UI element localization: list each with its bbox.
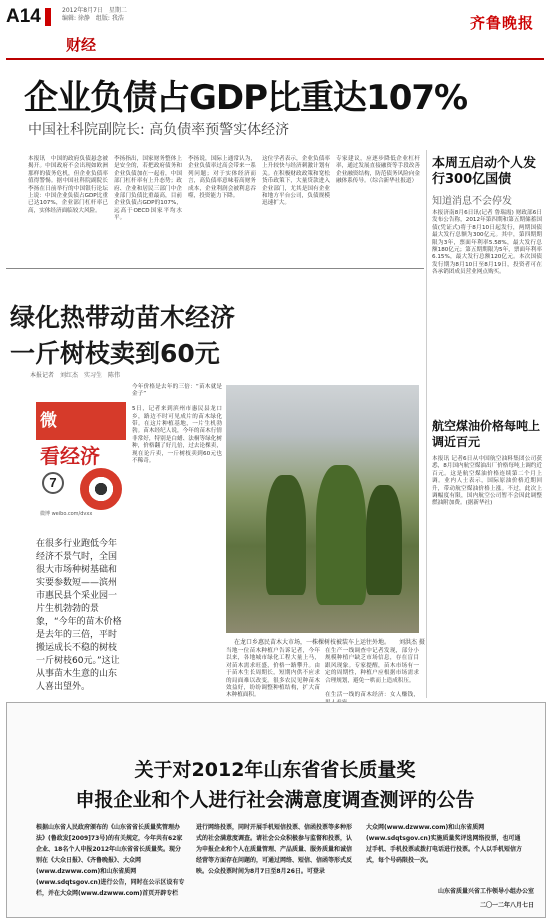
logo-top-band — [36, 402, 126, 440]
feature-column-2: 今年价格是去年的三倍：“苗木就是金子” 5日，记者来到滨州市惠民县龙口乡，路边不时可见成片的苗木绿化带。在这片种植基地，一片生机勃勃。苗木经纪人说，今年的苗木行情非常好，特别是白蜡、法桐等绿化树种，价格翻了好几倍，过去论棵卖，现在论斤卖，一斤树枝卖到60元也不稀奇。 — [132, 384, 222, 465]
notice-title-1: 关于对2012年山东省省长质量奖 — [134, 759, 416, 781]
sidebar-title: 本周五启动个人发行300亿国债 — [432, 156, 537, 187]
micro-economy-logo — [36, 402, 126, 522]
logo-number: 7 — [42, 472, 64, 494]
date-line: 2012年8月7日 星期二 — [62, 7, 127, 14]
lead-headline: 企业负债占GDP比重达107% — [24, 78, 468, 118]
notice-column-1: 根据山东省人民政府颁布的《山东省省长质量奖管理办法》(鲁政发[2009]73号)的有关规定，今年共有62家企业、18名个人申报2012年山东省省长质量奖。现分别在《大众日报》、《齐鲁晚报》、大众网(www.dzwww.com)和山东省质网(www.sdqtsgov.cn)进行公告，同时在公示区设有专栏，并在大众网(www.dzwww.com)首页开辟专栏 — [36, 824, 185, 897]
sidebar-subtitle: 知道消息不会停发 — [432, 196, 512, 207]
lead-column-1: 本报讯 中国的政府负债悬念被揭开。中国政府不会出现如欧洲那样的债务危机，但企业负债率值得警惕。据中国社科院副院长李扬在日前举行的中国银行论坛上说：中国企业负债占GDP比重已达107%，企业部门杠杆率已高，实体经济面临较大风险。 — [28, 156, 108, 214]
photo-bundle — [266, 475, 306, 595]
feature-headline-1: 绿化热带动苗木经济 — [10, 303, 236, 332]
photo-caption: 在龙口乡惠民苗木大市场，一株棵树枝被装车上运往外地。 刘洪杰 摄 — [234, 639, 425, 646]
section-rule — [6, 268, 424, 269]
notice-title-2: 申报企业和个人进行社会满意度调查测评的公告 — [75, 789, 475, 811]
seedling-photo — [226, 385, 419, 633]
logo-text-main: 看经济 — [40, 444, 100, 468]
sidebar-body-2: 本报讯 记者6日从中国航空油料集团公司获悉，8月国内航空煤油出厂价格每吨上调约近百元。这是航空煤油价格连续第二个月上调。业内人士表示，国际原油价格近期回升，带动航空煤油价格上涨。不过，此次上调幅度有限，国内航空公司暂不会因此调整燃油附加费。(据新华社) — [432, 456, 542, 507]
lead-subhead: 中国社科院副院长: 高负债率预警实体经济 — [28, 122, 290, 138]
feature-column-3: 当地一位苗木种植户告诉记者，今年以来，各地城市绿化工程大量上马，对苗木需求旺盛，价格一路攀升。由于苗木生长周期长，短期内供不应求的局面难以改变。很多农民见种苗木效益好，纷纷调整种植结构，扩大苗木种植面积。 — [226, 648, 320, 699]
notice-column-2: 进行网络投票，同时开展手机短信投票、信函投票等多种形式的社会满意度调查。请社会公众积极参与监督和投票，认为申报企业和个人在质量管理、产品质量、服务质量和诚信经营等方面存在问题的，可通过网络、短信、信函等形式反映。公众投票时间为8月7日至8月26日。可登录 — [196, 824, 353, 875]
notice-column-3: 大众网(www.dzwww.com)和山东省质网(www.sdqtsgov.cn)实施质量奖评选网络投票，也可通过手机、手机投票或拨打电话进行投票。个人以手机短信方式，每个号码限投一次。 — [366, 824, 523, 864]
lead-column-5: 专家建议，应逐步降低企业杠杆率，通过发展直接融资等手段改善企业融资结构，防范债务风险向金融体系传导。（综合新华社报道） — [336, 156, 420, 185]
editor-line: 编辑: 徐静 组版: 我浩 — [62, 15, 124, 22]
sidebar-divider — [426, 150, 427, 698]
lead-column-3: 李扬说，国际上通常认为，企业负债率过高会带来一系列问题；对于实体经济而言，高负债率意味着高财务成本，企业利润会被利息吞噬，投资能力下降。 — [188, 156, 256, 200]
feature-byline: 本报记者 刘红杰 实习生 陈伟 — [30, 372, 121, 379]
header-rule — [6, 58, 544, 60]
lead-column-4: 这位学者表示，企业负债率上升较快与经济刺激计划有关。在积极财政政策和宽松货币政策下，大量贷款进入企业部门，尤其是国有企业和地方平台公司，负债规模迅速扩大。 — [262, 156, 330, 207]
header-accent-bar — [45, 8, 51, 26]
photo-bundle — [316, 465, 366, 605]
sidebar-title-2: 航空煤油价格每吨上调近百元 — [432, 419, 541, 449]
lead-column-2: 李扬指出，国家财务整体上是安全的，若把政府债务和企业负债加在一起看，中国部门杠杆率有上升态势；政府、企业和居民三部门中企业部门负债比重最高，目前企业负债占GDP的107%，远高于OECD国家平均水平。 — [114, 156, 182, 222]
eye-icon — [80, 468, 122, 510]
header-meta — [62, 7, 127, 23]
page-number: A14 — [6, 6, 41, 27]
feature-headline-2: 一斤树枝卖到60元 — [10, 339, 220, 368]
notice-signature: 山东省质量兴省工作领导小组办公室 — [437, 888, 534, 895]
notice-date: 二〇一二年八月七日 — [479, 902, 534, 909]
logo-text-top: 微 — [40, 411, 56, 431]
photo-bundle — [366, 485, 402, 595]
section-title: 财经 — [66, 36, 97, 54]
newspaper-logo: 齐鲁晚报 — [469, 14, 534, 32]
feature-column-4: 在生产一线调查中记者发现，部分小规模种植户缺乏市场信息，存在盲目跟风现象。专家提醒，苗木市场有一定的周期性，种植户应根据市场需求合理规划，避免一哄而上造成积压。 在生活一线的苗木经济：女人赚钱， — [325, 648, 419, 699]
sidebar-body: 本报济南8月6日讯(记者 鲁瑞霞) 财政部6日发布公告称，2012年第四期和第五期储蓄国债(凭证式)将于8月10日起发行，两期国债最大发行总额为300亿元。其中，第四期期限为3年，票面年利率5.58%，最大发行总额180亿元；第五期期限为5年，票面年利率6.15%，最大发行总额120亿元。本次国债发行期为8月10日至8月19日，投资者可在各承销团成员营业网点购买。 — [432, 210, 542, 276]
feature-lead-quote: 在很多行业跑低今年经济不景气时，全国很大市场种树基础和实要参数短——滨州市惠民县个采业园一片生机勃勃的景象，“今年的苗木价格是去年的三倍，平时搬运成长不稳的树枝一斤树枝60元。”这让从事苗木生意的山东人喜出望外。 — [36, 539, 122, 692]
logo-weibo: 微博 weibo.com/dvxx — [40, 511, 93, 517]
